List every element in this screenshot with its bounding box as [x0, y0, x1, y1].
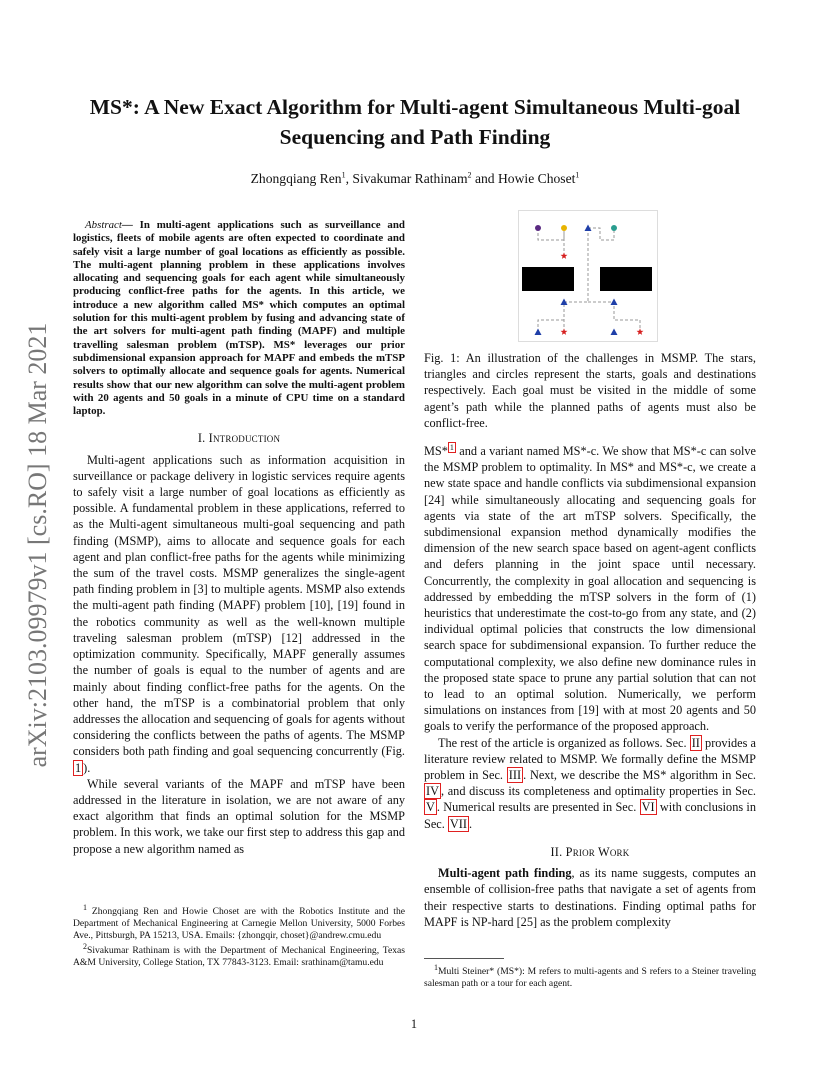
destination-circle	[535, 225, 541, 231]
paragraph-text: . Numerical results are presented in Sec.	[436, 800, 640, 815]
section-heading-prior-work: II. Prior Work	[550, 844, 630, 859]
section-ref-link[interactable]: V	[426, 800, 435, 815]
section-ref-link[interactable]: IV	[426, 784, 439, 799]
abstract-dash: —	[121, 219, 140, 231]
footnote-ref-link[interactable]: 1	[449, 442, 454, 452]
figure-ref-link[interactable]: 1	[75, 760, 82, 775]
affiliation-footnotes	[73, 902, 405, 971]
section-ref-link[interactable]: II	[691, 735, 700, 750]
footnote-text: Zhongqiang Ren and Howie Choset are with the Robotics Institute and the Department of Mechanical Engineering at Carnegie Mellon University, 5000 Forbes Ave., Pittsburgh, PA 15213, USA. Emails: {zhongqir, choset}@andrew.cmu.edu	[73, 906, 405, 942]
footnote	[73, 902, 405, 943]
name-footnote	[424, 962, 756, 992]
paragraph-text: The rest of the article is organized as follows. Sec.	[438, 735, 690, 750]
footnote-text: Multi Steiner* (MS*): M refers to multi-agents and S refers to a Steiner traveling salesman path or a tour for each agent.	[424, 966, 756, 990]
destination-circle	[561, 225, 567, 231]
section-heading-introduction: I. Introduction	[197, 431, 281, 446]
obstacle-right	[600, 267, 652, 291]
paragraph-text: with conclusions in Sec.	[424, 800, 756, 831]
affiliation-mark: 1	[341, 170, 346, 180]
paragraph-lead: Multi-agent path finding	[438, 866, 572, 881]
paragraph-text: and a variant named MS*-c. We show that MS*-c can solve the MSMP problem to optimality. In MS* and MS*-c, we create a new state space and handle conflicts via subdimensional expansion [24] while simultaneously allocating and sequencing goals for agents via state of the art mTSP solvers. Specifically, the subdimensional expansion method dynamically modifies the dimension of the new search space based on agent-agent conflicts and defers planning in the joint space until necessary. Concurrently, the complexity in goal allocation and sequencing is addressed by embedding the mTSP solvers in the form of (1) heuristics that underestimate the cost-to-go from any state, and (2) individual optimal policies that constructs the low dimensional search space for subdimensional expansion. To further reduce the computational complexity, we also define new dominance rules in the proposed state space to prune any partial solution that can not to lead to an optimal solution. Numerically, we perform simulations on instances from [19] with at most 20 agents and 50 goals to verify the performance of the proposed approach.	[424, 444, 756, 734]
author-name: Zhongqiang Ren	[250, 171, 342, 186]
footnote-mark: 1	[434, 962, 438, 972]
paragraph-text: Multi-agent applications such as information acquisition in surveillance or package delivery in logistic services require agents to safely visit a large number of goal locations as efficiently as possible. A fundamental problem in these applications, referred to as the Multi-agent simultaneous multi-goal sequencing and path finding (MSMP), aims to allocate and sequence goals for each agent and plan conflict-free paths for the agents while minimizing the sum of the travel costs. MSMP generalizes the single-agent path finding problem in [3] to multiple agents. MSMP also extends the multi-agent path finding (MAPF) problem [10], [19] found in the robotics community as well as the well-known multiple traveling salesman problem (mTSP) [12] addressed in the optimization community. Specifically, MAPF generally assumes the number of goals is equal to the number of agents and are mainly about finding conflict-free paths for the agents. On the other hand, the mTSP is a combinatorial problem that only addresses the allocation and sequencing of goals for agents without considering the conflicts between the paths of agents. The MSMP considers both path finding and goal sequencing concurrently (Fig.	[73, 452, 405, 759]
author-separator: ,	[345, 171, 353, 186]
abstract-text: In multi-agent applications such as surveillance and logistics, fleets of mobile agents are often expected to coordinate and safely visit a large number of goal locations as efficiently as possible. The multi-agent planning problem in these applications involves allocating and sequencing goals for each agent while simultaneously producing conflict-free paths for the agents. In this article, we introduce a new algorithm called MS* which computes an optimal solution for this multi-agent problem by fusing and advancing state of the art solvers for multi-agent path finding (MAPF) and multiple travelling salesman problem (mTSP). MS* leverages our prior subdimensional expansion approach for MAPF and embeds the mTSP solvers to optimally allocate and sequence goals for agents. Numerical results show that our new algorithm can solve the multi-agent problem with 20 agents and 50 goals in a minute of CPU time on a standard laptop.	[73, 219, 405, 418]
footnote-text: Sivakumar Rathinam is with the Department of Mechanical Engineering, Texas A&M University, College Station, TX 77843-3123. Email: srathinam@tamu.edu	[73, 944, 405, 968]
intro-paragraph	[73, 452, 405, 776]
paragraph-text: . Next, we describe the MS* algorithm in Sec.	[523, 768, 756, 783]
footnote-separator	[424, 958, 504, 959]
paragraph-text: MS*	[424, 444, 448, 459]
body-paragraph	[424, 865, 756, 930]
msmp-illustration-figure	[518, 210, 658, 342]
body-paragraph	[424, 443, 756, 735]
affiliation-mark: 1	[575, 170, 580, 180]
footnote	[73, 941, 405, 969]
abstract	[73, 219, 405, 418]
section-ref-link[interactable]: VI	[641, 800, 655, 815]
section-ref-link[interactable]: VII	[449, 816, 467, 831]
arxiv-stamp-text: arXiv:2103.09979v1 [cs.RO] 18 Mar 2021	[23, 322, 52, 768]
author-name: Howie Choset	[497, 171, 576, 186]
right-column	[424, 350, 756, 930]
body-paragraph	[424, 735, 756, 832]
page-number: 1	[410, 1017, 418, 1031]
figure-caption: Fig. 1: An illustration of the challenges in MSMP. The stars, triangles and circles represent the starts, goals and destinations respectively. Each goal must be visited in the middle of some agent’s path while the planned paths of agents must also be conflict-free.	[424, 351, 756, 430]
left-column	[73, 219, 405, 857]
obstacle-left	[522, 267, 574, 291]
intro-paragraph: While several variants of the MAPF and mTSP have been addressed in the literature in isolation, we are not aware of any exact algorithm that finds an optimal solution for the MSMP problem. In this work, we take our first step to address this gap and propose a new algorithm named as	[73, 776, 405, 856]
author-list	[60, 171, 770, 187]
affiliation-mark: 2	[467, 170, 472, 180]
footnote-mark: 1	[83, 902, 87, 912]
paragraph-text: provides a literature review related to MSMP. We formally define the MSMP problem in Sec.	[424, 735, 756, 783]
abstract-label: Abstract	[85, 219, 122, 231]
footnote-mark: 2	[83, 941, 87, 951]
paragraph-text: ).	[83, 760, 91, 775]
author-separator: and	[471, 171, 498, 186]
destination-circle	[611, 225, 617, 231]
paragraph-text: , and discuss its completeness and optimality properties in Sec.	[440, 784, 756, 799]
author-name: Sivakumar Rathinam	[352, 171, 468, 186]
paragraph-text: , as its name suggests, computes an ensemble of collision-free paths that navigate a set of agents from their respective starts to destinations. Finding optimal paths for MAPF is NP-hard [25] as the problem complexity	[424, 866, 756, 929]
paragraph-text: .	[468, 816, 473, 831]
paper-title: MS*: A New Exact Algorithm for Multi-agent Simultaneous Multi-goal Sequencing and Path Finding	[89, 95, 741, 149]
section-ref-link[interactable]: III	[508, 768, 522, 783]
footnote	[424, 962, 756, 990]
